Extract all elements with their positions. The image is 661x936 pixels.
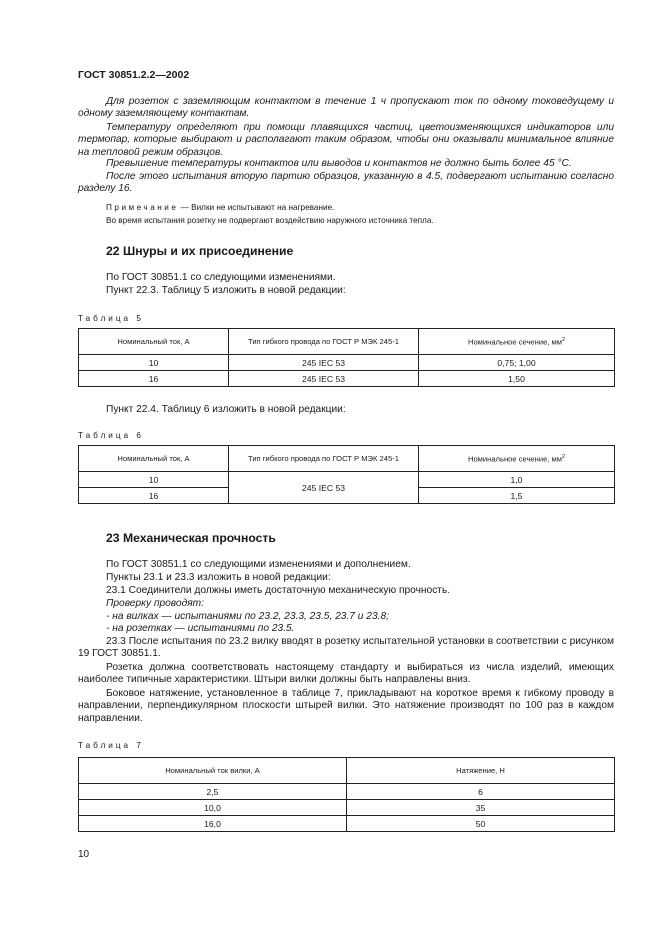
section-23-p2: Пункты 23.1 и 23.3 изложить в новой редакции: — [106, 572, 331, 583]
table-header-cell: Номинальный ток, А — [79, 446, 229, 472]
table-cell: 16 — [79, 371, 229, 387]
table-row — [79, 355, 615, 371]
section-23-p1: По ГОСТ 30851.1 со следующими изменениями и дополнением. — [106, 559, 411, 570]
table-cell: 1,50 — [419, 371, 615, 387]
paragraph-temperature-method: Температуру определяют при помощи плавящихся частиц, цветоизменяющихся индикаторов или термопар, которые выбирают и располагают таким образом, чтобы они оказывали минимальное влияние на тепловой режим образцов. — [78, 122, 614, 158]
table-row — [79, 816, 615, 832]
note-line-1 — [78, 202, 614, 213]
section-23-p9: Боковое натяжение, установленное в таблице 7, прикладывают на короткое время к гибкому проводу в направлении, перпендикулярном плоскости штырей вилки. Это натяжение производят по 100 раз в каждом направлении. — [78, 688, 614, 724]
table-5-caption: Таблица 5 — [78, 314, 144, 323]
table-header-cell: Номинальный ток вилки, А — [79, 758, 347, 784]
table-cell: 10,0 — [79, 800, 347, 816]
section-23-title: 23 Механическая прочность — [106, 531, 276, 545]
note-text: — Вилки не испытывают на нагревание. — [180, 203, 335, 212]
table-header-cell: Натяжение, Н — [347, 758, 615, 784]
table-row — [79, 472, 615, 488]
table-cell: 6 — [347, 784, 615, 800]
paragraph-temperature-limit: Превышение температуры контактов или выводов и контактов не должно быть более 45 °С. — [106, 158, 572, 169]
note-label: Примечание — [106, 203, 179, 212]
table-header-row — [79, 758, 615, 784]
document-header: ГОСТ 30851.2.2—2002 — [78, 69, 190, 81]
paragraph-second-batch: После этого испытания вторую партию образцов, указанную в 4.5, подвергают испытанию согласно разделу 16. — [78, 171, 614, 195]
table-header-row — [79, 329, 615, 355]
table-6-caption: Таблица 6 — [78, 431, 144, 440]
table-header-cell: Номинальное сечение, $мм^2$ — [419, 329, 615, 355]
table-header-cell: Тип гибкого провода по ГОСТ Р МЭК 245-1 — [229, 329, 419, 355]
table-7 — [78, 757, 615, 832]
table-cell: 245 IEC 53 — [229, 371, 419, 387]
table-5 — [78, 328, 615, 387]
section-22-line-3: Пункт 22.4. Таблицу 6 изложить в новой редакции: — [106, 404, 346, 415]
section-23-p3: 23.1 Соединители должны иметь достаточную механическую прочность. — [106, 585, 451, 596]
table-header-row — [79, 446, 615, 472]
section-23-p5: - на вилках — испытаниями по 23.2, 23.3, 23.5, 23.7 и 23.8; — [106, 611, 389, 622]
section-22-line-2: Пункт 22.3. Таблицу 5 изложить в новой редакции: — [106, 285, 346, 296]
page-number: 10 — [78, 849, 90, 860]
table-cell: 2,5 — [79, 784, 347, 800]
section-23-p7: 23.3 После испытания по 23.2 вилку вводят в розетку испытательной установки в соответствии с рисунком 19 ГОСТ 30851.1. — [78, 636, 614, 660]
table-header-cell: Тип гибкого провода по ГОСТ Р МЭК 245-1 — [229, 446, 419, 472]
table-cell: 16 — [79, 488, 229, 504]
table-cell-merged: 245 IEC 53 — [229, 472, 419, 504]
table-cell: 1,0 — [419, 472, 615, 488]
table-cell: 50 — [347, 816, 615, 832]
table-header-cell: Номинальный ток, А — [79, 329, 229, 355]
table-cell: 10 — [79, 472, 229, 488]
table-cell: 35 — [347, 800, 615, 816]
section-23-p4: Проверку проводят: — [106, 598, 204, 609]
section-22-title: 22 Шнуры и их присоединение — [106, 244, 294, 258]
table-row — [79, 371, 615, 387]
section-23-p6: - на розетках — испытаниями по 23.5. — [106, 623, 295, 634]
section-23-p8: Розетка должна соответствовать настоящему стандарту и выбираться из числа изделий, имеющих наиболее типичные характеристики. Штыри вилки должны быть направлены вниз. — [78, 662, 614, 686]
paragraph-grounding: Для розеток с заземляющим контактом в течение 1 ч пропускают ток по одному токоведущему и одному заземляющему контактам. — [78, 96, 614, 120]
table-6 — [78, 445, 615, 504]
table-cell: 245 IEC 53 — [229, 355, 419, 371]
table-cell: 16,0 — [79, 816, 347, 832]
note-line-2: Во время испытания розетку не подвергают воздействию наружного источника тепла. — [106, 216, 434, 225]
table-cell: 0,75; 1,00 — [419, 355, 615, 371]
table-row — [79, 800, 615, 816]
table-header-cell: Номинальное сечение, $мм^2$ — [419, 446, 615, 472]
table-cell: 10 — [79, 355, 229, 371]
table-row — [79, 784, 615, 800]
table-7-caption: Таблица 7 — [78, 741, 144, 750]
table-cell: 1,5 — [419, 488, 615, 504]
section-22-line-1: По ГОСТ 30851.1 со следующими изменениями. — [106, 272, 336, 283]
